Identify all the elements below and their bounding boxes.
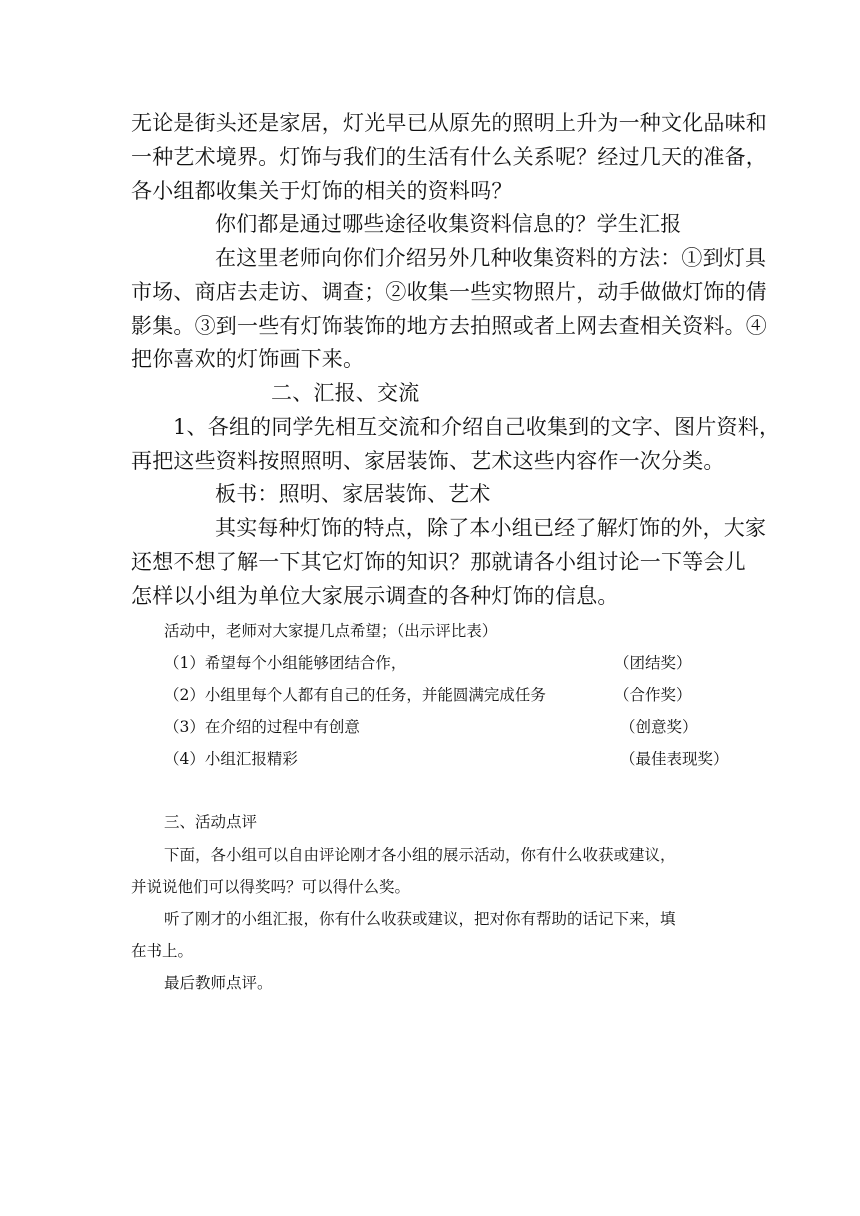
features-line-3: 怎样以小组为单位大家展示调查的各种灯饰的信息。 [131,584,619,608]
hope-item-1: （1）希望每个小组能够团结合作， [164,654,407,672]
methods-line-1: 在这里老师向你们介绍另外几种收集资料的方法：①到灯具 [215,246,767,270]
question-line: 你们都是通过哪些途径收集资料信息的？学生汇报 [215,212,682,236]
review-line-2: 并说说他们可以得奖吗？可以得什么奖。 [131,878,411,896]
hope-award-4: （最佳表现奖） [620,750,729,768]
methods-line-3: 影集。③到一些有灯饰装饰的地方去拍照或者上网去查相关资料。④ [131,314,767,338]
hope-award-1: （团结奖） [614,654,692,672]
board-line: 板书：照明、家居装饰、艺术 [215,482,491,506]
hope-item-4: （4）小组汇报精彩 [164,750,298,768]
hope-award-3: （创意奖） [620,718,698,736]
features-line-1: 其实每种灯饰的特点，除了本小组已经了解灯饰的外，大家 [215,516,767,540]
step1-line-2: 再把这些资料按照照明、家居装饰、艺术这些内容作一次分类。 [131,449,725,473]
step1-line-1: 1、各组的同学先相互交流和介绍自己收集到的文字、图片资料， [173,415,781,439]
hope-item-2: （2）小组里每个人都有自己的任务，并能圆满完成任务 [164,686,546,704]
review-line-1: 下面，各小组可以自由评论刚才各小组的展示活动，你有什么收获或建议， [164,846,676,864]
intro-line-2: 一种艺术境界。灯饰与我们的生活有什么关系呢？经过几天的准备， [131,145,767,169]
record-line-2: 在书上。 [131,942,194,960]
features-line-2: 还想不想了解一下其它灯饰的知识？那就请各小组讨论一下等会儿 [131,550,746,574]
hopes-intro: 活动中，老师对大家提几点希望；（出示评比表） [164,622,498,640]
methods-line-2: 市场、商店去走访、调查；②收集一些实物照片，动手做做灯饰的倩 [131,280,767,304]
hope-item-3: （3）在介绍的过程中有创意 [164,718,360,736]
intro-line-3: 各小组都收集关于灯饰的相关的资料吗？ [131,179,513,203]
hope-award-2: （合作奖） [614,686,692,704]
methods-line-4: 把你喜欢的灯饰画下来。 [131,347,365,371]
record-line-1: 听了刚才的小组汇报，你有什么收获或建议，把对你有帮助的话记下来，填 [164,910,676,928]
section3-heading: 三、活动点评 [164,813,258,831]
intro-line-1: 无论是街头还是家居，灯光早已从原先的照明上升为一种文化品味和 [131,111,767,135]
final-line: 最后教师点评。 [164,974,273,992]
section2-heading: 二、汇报、交流 [271,381,420,405]
